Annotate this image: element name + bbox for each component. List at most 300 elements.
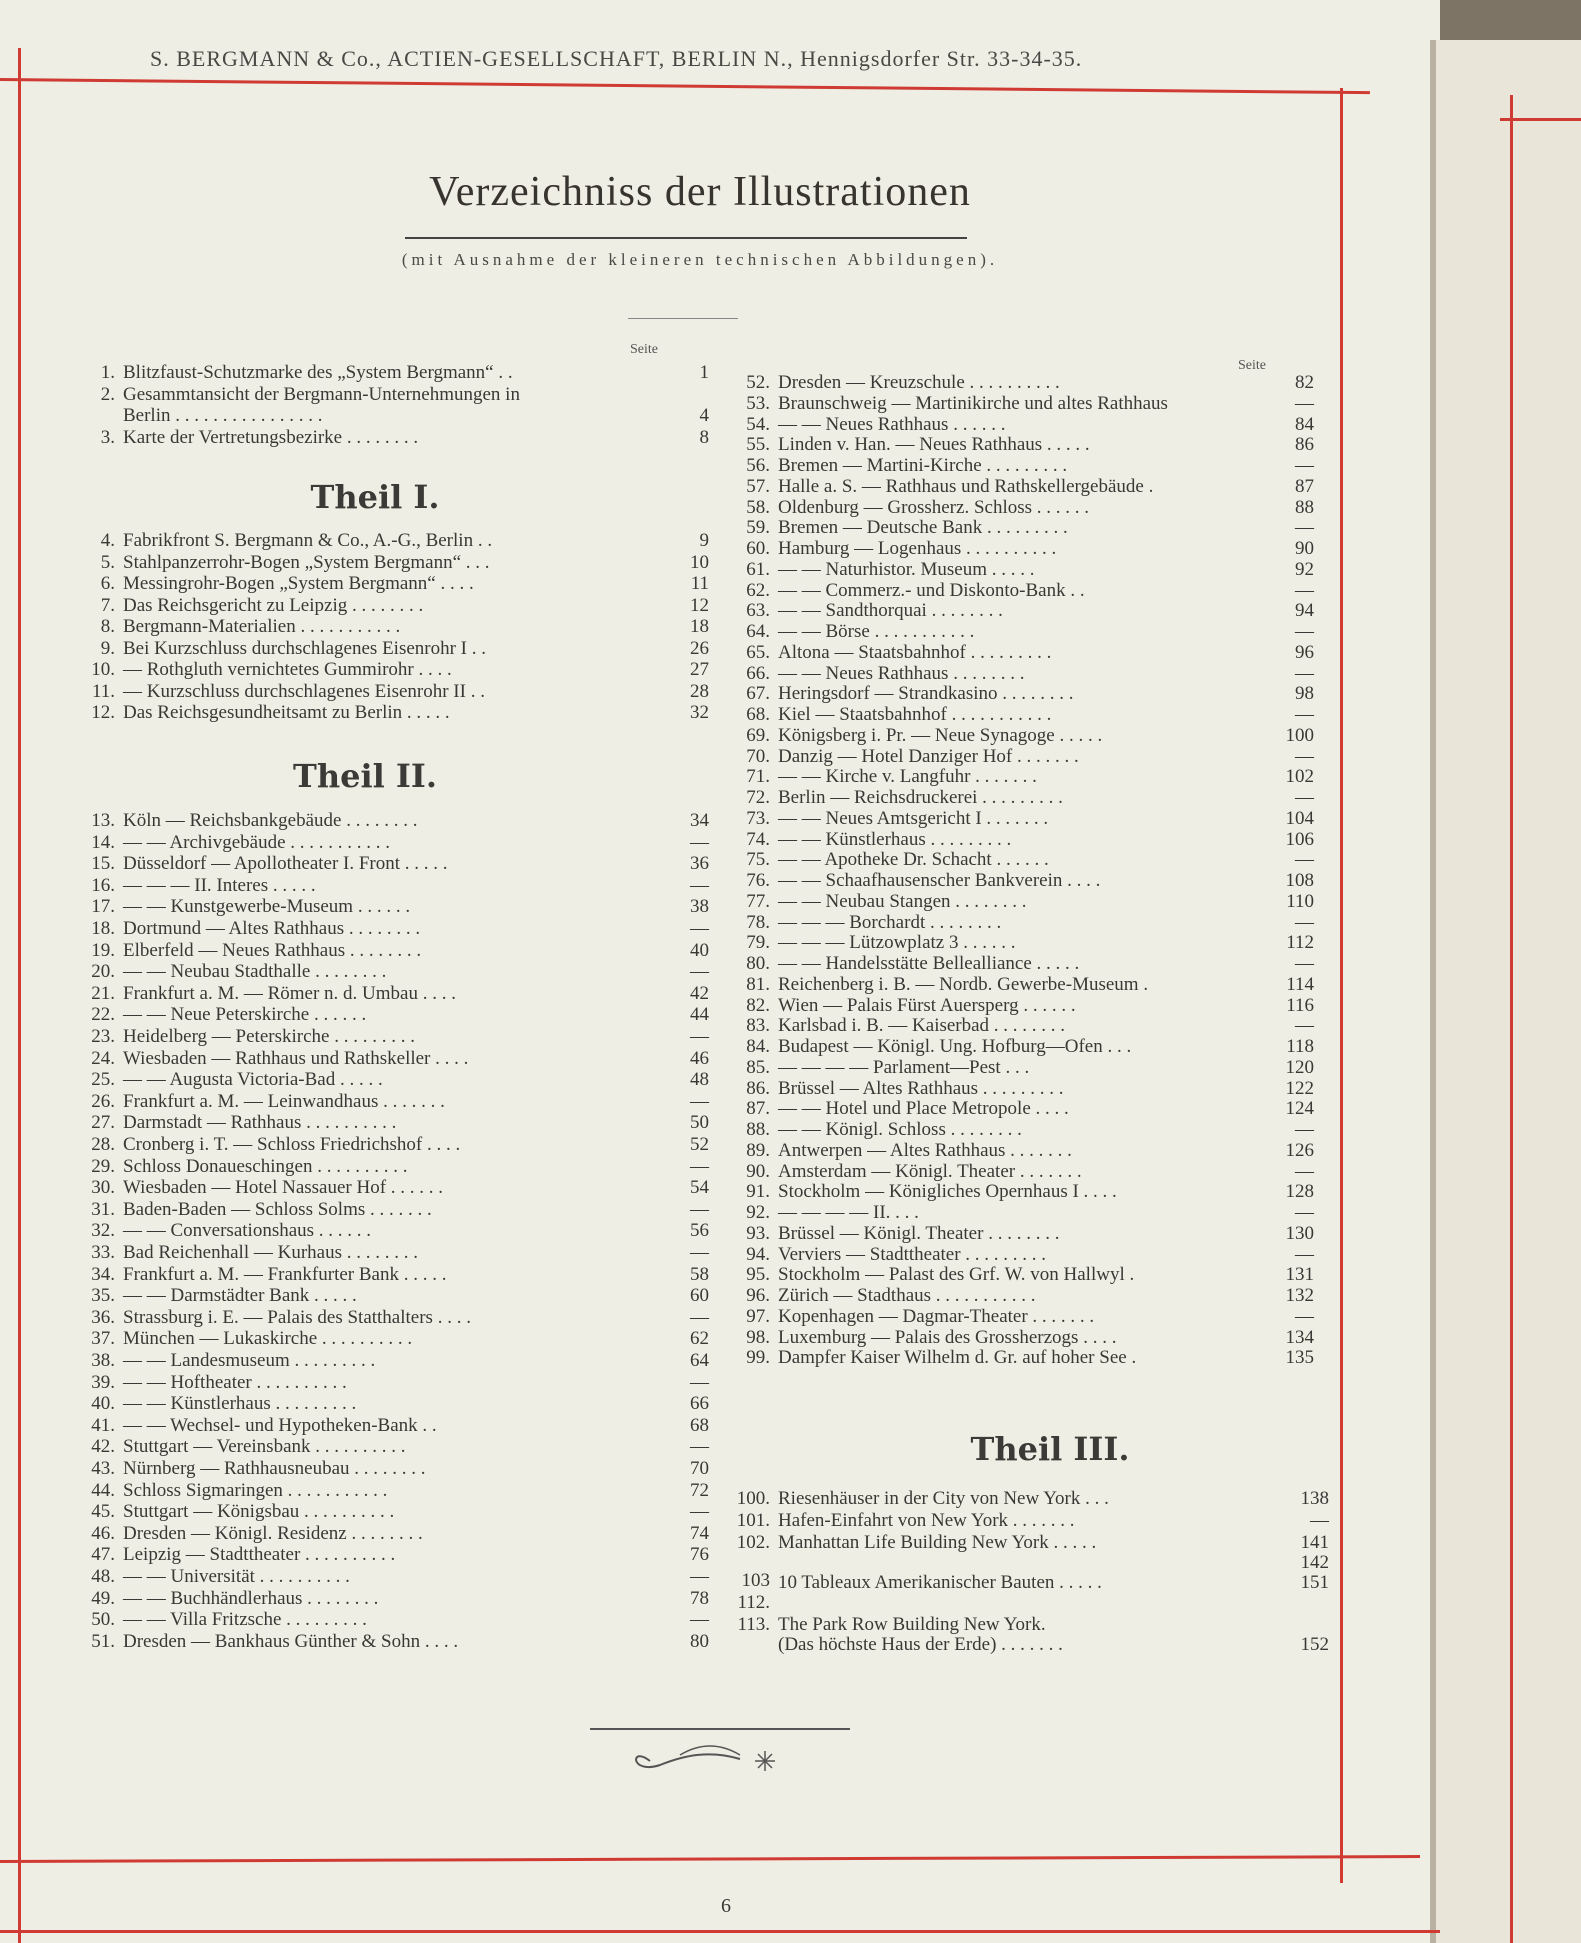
item-number: 36. xyxy=(91,1306,115,1328)
item-page: 112 xyxy=(1286,932,1314,954)
item-page: 44 xyxy=(690,1004,709,1026)
list-item xyxy=(730,683,1314,705)
list-item xyxy=(75,1350,709,1372)
frame-line-bottom2 xyxy=(0,1930,1440,1933)
item-number: 17. xyxy=(91,896,115,918)
list-item xyxy=(730,932,1314,954)
item-title: Das Reichsgericht zu Leipzig . . . . . . . . xyxy=(123,594,424,616)
item-title: Bei Kurzschluss durchschlagenes Eisenrohr I . . xyxy=(123,637,487,659)
item-title: Baden-Baden — Schloss Solms . . . . . . . xyxy=(123,1198,432,1220)
item-number: 86. xyxy=(746,1077,770,1099)
item-title: — — Universität . . . . . . . . . . xyxy=(123,1566,350,1587)
item-page: 130 xyxy=(1285,1222,1314,1244)
list-item xyxy=(730,1161,1314,1183)
list-item xyxy=(75,702,709,724)
item-title: Schloss Sigmaringen . . . . . . . . . . . xyxy=(123,1479,388,1501)
list-item xyxy=(730,580,1314,602)
item-title: — — Schaafhausenscher Bankverein . . . . xyxy=(778,870,1101,891)
list-item xyxy=(730,517,1314,539)
item-title: — — Künstlerhaus . . . . . . . . . xyxy=(778,828,1012,850)
item-page: 100 xyxy=(1285,724,1314,746)
item-page: — xyxy=(1295,704,1314,725)
item-page: — xyxy=(690,1436,709,1458)
item-page: 82 xyxy=(1295,372,1314,393)
item-page: 126 xyxy=(1285,1139,1314,1161)
list-item xyxy=(730,1098,1314,1120)
item-title: Karlsbad i. B. — Kaiserbad . . . . . . . . xyxy=(778,1015,1066,1037)
item-number: 32. xyxy=(91,1220,115,1242)
list-item xyxy=(730,1140,1314,1162)
item-number: 82. xyxy=(746,994,770,1016)
list-item xyxy=(75,1285,709,1307)
item-title: Frankfurt a. M. — Römer n. d. Umbau . . . . xyxy=(123,982,456,1004)
item-page: — xyxy=(690,1155,709,1177)
item-page: 131 xyxy=(1285,1264,1314,1286)
list-item xyxy=(730,1181,1314,1203)
item-number: 50. xyxy=(91,1609,115,1631)
item-number: 77. xyxy=(746,890,770,912)
frame-line-left xyxy=(18,48,21,1943)
list-item xyxy=(75,875,709,897)
list-item xyxy=(730,870,1314,892)
item-page: — xyxy=(1295,1119,1314,1140)
list-item xyxy=(75,427,709,449)
item-page: 118 xyxy=(1286,1036,1314,1057)
item-title: Wien — Palais Fürst Auersperg . . . . . . xyxy=(778,994,1076,1016)
item-number: 25. xyxy=(91,1069,115,1091)
item-number: 15. xyxy=(91,853,115,875)
list-item xyxy=(75,595,709,617)
item-page: 98 xyxy=(1295,683,1314,705)
item-page: 70 xyxy=(690,1458,709,1479)
item-number: 52. xyxy=(746,372,770,393)
list-item xyxy=(75,1220,709,1242)
item-number: 58. xyxy=(746,496,770,518)
list-item xyxy=(75,659,709,681)
list-item xyxy=(75,810,709,832)
item-number: 16. xyxy=(91,874,115,896)
item-number: 39. xyxy=(91,1371,115,1393)
item-number: 90. xyxy=(746,1160,770,1182)
item-number: 34. xyxy=(91,1263,115,1285)
item-page: — xyxy=(1295,787,1314,808)
list-item xyxy=(730,1347,1314,1369)
item-number: 13. xyxy=(91,810,115,831)
item-page: 62 xyxy=(690,1328,709,1350)
item-number: 22. xyxy=(91,1004,115,1026)
item-title: Halle a. S. — Rathhaus und Rathskellergebäude . xyxy=(778,475,1154,497)
list-item xyxy=(75,384,709,406)
item-title: — — Neues Amtsgericht I . . . . . . . xyxy=(778,807,1049,829)
item-title: Wiesbaden — Rathhaus und Rathskeller . . . . xyxy=(123,1047,469,1069)
item-number: 11. xyxy=(91,680,115,702)
list-item xyxy=(75,1026,709,1048)
item-page: — xyxy=(1295,911,1314,933)
list-item xyxy=(75,1523,709,1545)
item-page: — xyxy=(690,1242,709,1263)
item-page: 18 xyxy=(690,616,709,637)
list-item xyxy=(730,1036,1314,1058)
item-number: 59. xyxy=(746,517,770,539)
item-number: 42. xyxy=(91,1436,115,1458)
item-number: 95. xyxy=(746,1264,770,1286)
list-item xyxy=(730,746,1314,768)
item-number: 7. xyxy=(100,594,115,616)
list-item xyxy=(730,912,1314,934)
item-page: 104 xyxy=(1285,807,1314,829)
item-title: München — Lukaskirche . . . . . . . . . . xyxy=(123,1328,413,1350)
item-number: 27. xyxy=(91,1112,115,1134)
item-page: 120 xyxy=(1285,1056,1314,1078)
item-title: Stockholm — Palast des Grf. W. von Hallwyl . xyxy=(778,1264,1135,1286)
item-number: 100. xyxy=(736,1488,770,1509)
item-number: 1. xyxy=(100,362,115,383)
item-number: 49. xyxy=(91,1587,115,1609)
item-title: Antwerpen — Altes Rathhaus . . . . . . . xyxy=(778,1139,1072,1161)
item-page: — xyxy=(1295,1015,1314,1037)
item-title: Darmstadt — Rathhaus . . . . . . . . . . xyxy=(123,1112,397,1134)
list-item xyxy=(730,704,1314,726)
item-title: Hafen-Einfahrt von New York . . . . . . . xyxy=(778,1510,1075,1531)
item-number: 112. xyxy=(737,1592,770,1613)
item-title: — — — Lützowplatz 3 . . . . . . xyxy=(778,932,1016,954)
list-item xyxy=(730,725,1314,747)
item-page: 52 xyxy=(690,1134,709,1155)
list-item xyxy=(75,1307,709,1329)
list-item xyxy=(75,530,709,552)
list-item xyxy=(75,1264,709,1286)
list-item xyxy=(730,1285,1314,1307)
item-title: Heidelberg — Peterskirche . . . . . . . . . xyxy=(123,1026,415,1047)
item-page: 34 xyxy=(690,810,709,831)
item-number: 21. xyxy=(91,982,115,1004)
item-title: — — Künstlerhaus . . . . . . . . . xyxy=(123,1393,357,1415)
list-item xyxy=(75,961,709,983)
list-item xyxy=(730,414,1314,436)
item-title: Königsberg i. Pr. — Neue Synagoge . . . . . xyxy=(778,724,1103,746)
item-number: 61. xyxy=(746,558,770,580)
item-title: Zürich — Stadthaus . . . . . . . . . . . xyxy=(778,1285,1036,1306)
item-title: Strassburg i. E. — Palais des Statthalters . . . . xyxy=(123,1306,471,1328)
list-item xyxy=(75,1631,709,1653)
item-title: Braunschweig — Martinikirche und altes Rathhaus xyxy=(778,392,1168,414)
item-number: 60. xyxy=(746,538,770,559)
item-page: 48 xyxy=(690,1069,709,1091)
list-item xyxy=(75,1177,709,1199)
item-page: 68 xyxy=(690,1414,709,1436)
item-number: 67. xyxy=(746,683,770,705)
item-number: 48. xyxy=(91,1566,115,1587)
item-number: 41. xyxy=(91,1414,115,1436)
list-item xyxy=(730,372,1314,394)
item-page: 86 xyxy=(1295,434,1314,456)
item-number: 45. xyxy=(91,1501,115,1523)
list-item xyxy=(75,1112,709,1134)
item-page: 8 xyxy=(699,426,709,448)
item-page: — xyxy=(690,1566,709,1587)
item-number: 62. xyxy=(746,579,770,601)
item-number: 55. xyxy=(746,434,770,456)
item-title: — — Conversationshaus . . . . . . xyxy=(123,1220,372,1242)
item-number: 23. xyxy=(91,1026,115,1047)
list-item xyxy=(75,1134,709,1156)
item-number: 9. xyxy=(100,637,115,659)
list-item xyxy=(730,1244,1314,1266)
facing-frame-line xyxy=(1510,95,1513,1943)
list-item xyxy=(730,538,1314,560)
item-title: — — Archivgebäude . . . . . . . . . . . xyxy=(123,831,391,853)
item-number: 19. xyxy=(91,939,115,961)
item-title: — — — Borchardt . . . . . . . . xyxy=(778,911,1002,933)
item-title: Hamburg — Logenhaus . . . . . . . . . . xyxy=(778,538,1057,559)
list-item xyxy=(75,940,709,962)
title-underline xyxy=(405,237,967,239)
item-page: — xyxy=(690,831,709,853)
item-page: 90 xyxy=(1295,538,1314,559)
item-number: 46. xyxy=(91,1522,115,1544)
item-number: 83. xyxy=(746,1015,770,1037)
item-title: Verviers — Stadttheater . . . . . . . . . xyxy=(778,1243,1047,1265)
item-number: 68. xyxy=(746,704,770,725)
item-number: 70. xyxy=(746,745,770,767)
item-page: — xyxy=(1295,662,1314,684)
item-title: Linden v. Han. — Neues Rathhaus . . . . . xyxy=(778,434,1090,456)
item-page: 36 xyxy=(690,853,709,875)
facing-frame-top xyxy=(1500,118,1581,121)
item-title: Gesammtansicht der Bergmann-Unternehmungen in xyxy=(123,383,520,405)
item-number: 37. xyxy=(91,1328,115,1350)
list-item xyxy=(730,974,1314,996)
item-page: 10 xyxy=(690,551,709,573)
item-number: 91. xyxy=(746,1181,770,1203)
item-title: Kopenhagen — Dagmar-Theater . . . . . . . xyxy=(778,1305,1095,1327)
item-title: — — Augusta Victoria-Bad . . . . . xyxy=(123,1069,383,1091)
item-number: 40. xyxy=(91,1393,115,1415)
item-page: 64 xyxy=(690,1350,709,1371)
facing-page-edge xyxy=(1430,40,1581,1943)
item-page: — xyxy=(690,918,709,939)
item-page: 108 xyxy=(1285,870,1314,891)
item-page: 66 xyxy=(690,1393,709,1415)
item-page: 78 xyxy=(690,1587,709,1609)
item-title: The Park Row Building New York. xyxy=(778,1614,1046,1635)
item-number: 51. xyxy=(91,1630,115,1652)
list-item xyxy=(730,1634,1329,1656)
list-item xyxy=(730,1223,1314,1245)
item-page: — xyxy=(1295,579,1314,601)
item-number: 96. xyxy=(746,1285,770,1306)
item-number: 56. xyxy=(746,455,770,476)
item-title: — — Neubau Stadthalle . . . . . . . . xyxy=(123,961,387,983)
item-number: 24. xyxy=(91,1047,115,1069)
list-item xyxy=(730,1078,1314,1100)
item-page: 141 xyxy=(1300,1532,1329,1553)
list-item xyxy=(75,1372,709,1394)
list-item xyxy=(730,559,1314,581)
list-item xyxy=(730,787,1314,809)
item-title: — — Darmstädter Bank . . . . . xyxy=(123,1285,357,1307)
list-item xyxy=(730,808,1314,830)
list-item xyxy=(730,849,1314,871)
item-page: 102 xyxy=(1285,766,1314,788)
list-item xyxy=(75,983,709,1005)
list-item xyxy=(730,600,1314,622)
item-number: 38. xyxy=(91,1350,115,1371)
item-title: — — Landesmuseum . . . . . . . . . xyxy=(123,1350,376,1371)
list-item xyxy=(75,1091,709,1113)
item-page: 56 xyxy=(690,1220,709,1242)
item-title: — — Hoftheater . . . . . . . . . . xyxy=(123,1371,347,1393)
item-title: Dresden — Kreuzschule . . . . . . . . . . xyxy=(778,372,1060,393)
item-title: Oldenburg — Grossherz. Schloss . . . . . . xyxy=(778,496,1090,518)
item-number: 103 xyxy=(741,1570,770,1591)
item-number: 54. xyxy=(746,413,770,435)
list-item xyxy=(730,663,1314,685)
list-item xyxy=(730,1119,1314,1141)
item-title: — — Kunstgewerbe-Museum . . . . . . xyxy=(123,896,411,918)
ornament-flourish xyxy=(590,1725,850,1785)
list-item xyxy=(75,918,709,940)
item-number: 71. xyxy=(746,766,770,788)
list-item xyxy=(75,638,709,660)
item-page: — xyxy=(1295,1160,1314,1182)
item-number: 72. xyxy=(746,787,770,808)
item-title: — — — II. Interes . . . . . xyxy=(123,874,316,896)
item-number: 84. xyxy=(746,1036,770,1057)
item-title: Cronberg i. T. — Schloss Friedrichshof . . . . xyxy=(123,1134,461,1155)
item-number: 53. xyxy=(746,392,770,414)
item-number: 30. xyxy=(91,1177,115,1199)
item-title: Dortmund — Altes Rathhaus . . . . . . . . xyxy=(123,918,421,939)
item-page: 80 xyxy=(690,1630,709,1652)
item-number: 89. xyxy=(746,1139,770,1161)
item-page: 74 xyxy=(690,1522,709,1544)
item-page: — xyxy=(1295,1243,1314,1265)
list-item xyxy=(75,1458,709,1480)
list-item xyxy=(730,1572,1329,1594)
item-title: Manhattan Life Building New York . . . . . xyxy=(778,1532,1097,1553)
item-page: — xyxy=(1295,1202,1314,1223)
item-number: 35. xyxy=(91,1285,115,1307)
item-title: (Das höchste Haus der Erde) . . . . . . . xyxy=(778,1634,1063,1655)
item-page: 72 xyxy=(690,1479,709,1501)
item-page: — xyxy=(1295,953,1314,974)
item-number: 99. xyxy=(746,1347,770,1369)
list-item xyxy=(730,1327,1314,1349)
list-item xyxy=(75,1415,709,1437)
item-title: Luxemburg — Palais des Grossherzogs . . . . xyxy=(778,1326,1117,1348)
item-number: 65. xyxy=(746,641,770,663)
item-title: Bremen — Deutsche Bank . . . . . . . . . xyxy=(778,517,1068,539)
list-item xyxy=(730,393,1314,415)
item-number: 26. xyxy=(91,1090,115,1112)
list-item xyxy=(730,1488,1329,1510)
item-number: 97. xyxy=(746,1305,770,1327)
list-item xyxy=(75,1156,709,1178)
item-title: — — Handelsstätte Bellealliance . . . . . xyxy=(778,953,1080,974)
item-number: 92. xyxy=(746,1202,770,1223)
page-header: S. BERGMANN & Co., ACTIEN-GESELLSCHAFT, BERLIN N., Hennigsdorfer Str. 33-34-35. xyxy=(150,46,1083,71)
item-page: 94 xyxy=(1295,600,1314,622)
item-number: 31. xyxy=(91,1198,115,1220)
item-title: Berlin — Reichsdruckerei . . . . . . . . . xyxy=(778,787,1063,808)
item-number: 12. xyxy=(91,702,115,723)
list-item xyxy=(730,1264,1314,1286)
item-title: — — — — Parlament—Pest . . . xyxy=(778,1056,1030,1078)
item-number: 5. xyxy=(100,551,115,573)
list-item xyxy=(75,832,709,854)
item-page: 135 xyxy=(1285,1347,1314,1369)
list-item xyxy=(75,1242,709,1264)
item-page: 40 xyxy=(690,939,709,961)
list-item xyxy=(730,1592,1329,1614)
item-page: — xyxy=(690,961,709,983)
list-item xyxy=(730,995,1314,1017)
item-number: 74. xyxy=(746,828,770,850)
item-title: Bad Reichenhall — Kurhaus . . . . . . . . xyxy=(123,1242,418,1263)
list-item xyxy=(75,1566,709,1588)
page-title: Verzeichniss der Illustrationen xyxy=(429,169,971,215)
item-number: 43. xyxy=(91,1458,115,1479)
item-page: 32 xyxy=(690,702,709,723)
item-number: 29. xyxy=(91,1155,115,1177)
list-item xyxy=(730,1306,1314,1328)
list-item xyxy=(75,1199,709,1221)
item-page: — xyxy=(690,874,709,896)
item-title: Altona — Staatsbahnhof . . . . . . . . . xyxy=(778,641,1052,663)
list-item xyxy=(730,766,1314,788)
item-title: Stuttgart — Königsbau . . . . . . . . . . xyxy=(123,1501,395,1523)
item-page: 122 xyxy=(1285,1077,1314,1099)
list-item xyxy=(730,1532,1329,1554)
item-page: — xyxy=(1295,392,1314,414)
item-page: 124 xyxy=(1285,1098,1314,1120)
item-page: 60 xyxy=(690,1285,709,1307)
list-item xyxy=(75,1609,709,1631)
list-item xyxy=(75,1048,709,1070)
item-title: Leipzig — Stadttheater . . . . . . . . . . xyxy=(123,1544,396,1566)
item-title: — — Buchhändlerhaus . . . . . . . . xyxy=(123,1587,379,1609)
item-page: — xyxy=(1295,455,1314,476)
item-page: — xyxy=(690,1090,709,1112)
item-title: Stockholm — Königliches Opernhaus I . . . . xyxy=(778,1181,1117,1203)
item-page: — xyxy=(690,1306,709,1328)
item-title: Blitzfaust-Schutzmarke des „System Bergmann“ . . xyxy=(123,362,513,383)
item-page: — xyxy=(1295,745,1314,767)
item-title: — — Villa Fritzsche . . . . . . . . . xyxy=(123,1609,367,1631)
item-number: 33. xyxy=(91,1242,115,1263)
item-title: — — Neubau Stangen . . . . . . . . xyxy=(778,890,1027,912)
list-item xyxy=(75,1004,709,1026)
item-title: — — Commerz.- und Diskonto-Bank . . xyxy=(778,579,1085,601)
divider xyxy=(628,318,738,319)
item-page: 11 xyxy=(690,573,709,594)
item-page: — xyxy=(690,1198,709,1220)
item-title: — — Königl. Schloss . . . . . . . . xyxy=(778,1119,1022,1140)
list-item xyxy=(75,1480,709,1502)
item-title: Danzig — Hotel Danziger Hof . . . . . . . xyxy=(778,745,1079,767)
item-page: 28 xyxy=(690,680,709,702)
item-page: 12 xyxy=(690,594,709,616)
item-number: 66. xyxy=(746,662,770,684)
item-title: — — Naturhistor. Museum . . . . . xyxy=(778,558,1035,580)
item-page: — xyxy=(690,1501,709,1523)
list-item xyxy=(75,362,709,384)
item-number: 87. xyxy=(746,1098,770,1120)
item-title: Bergmann-Materialien . . . . . . . . . . . xyxy=(123,616,401,637)
item-number: 28. xyxy=(91,1134,115,1155)
item-page: 9 xyxy=(699,530,709,551)
